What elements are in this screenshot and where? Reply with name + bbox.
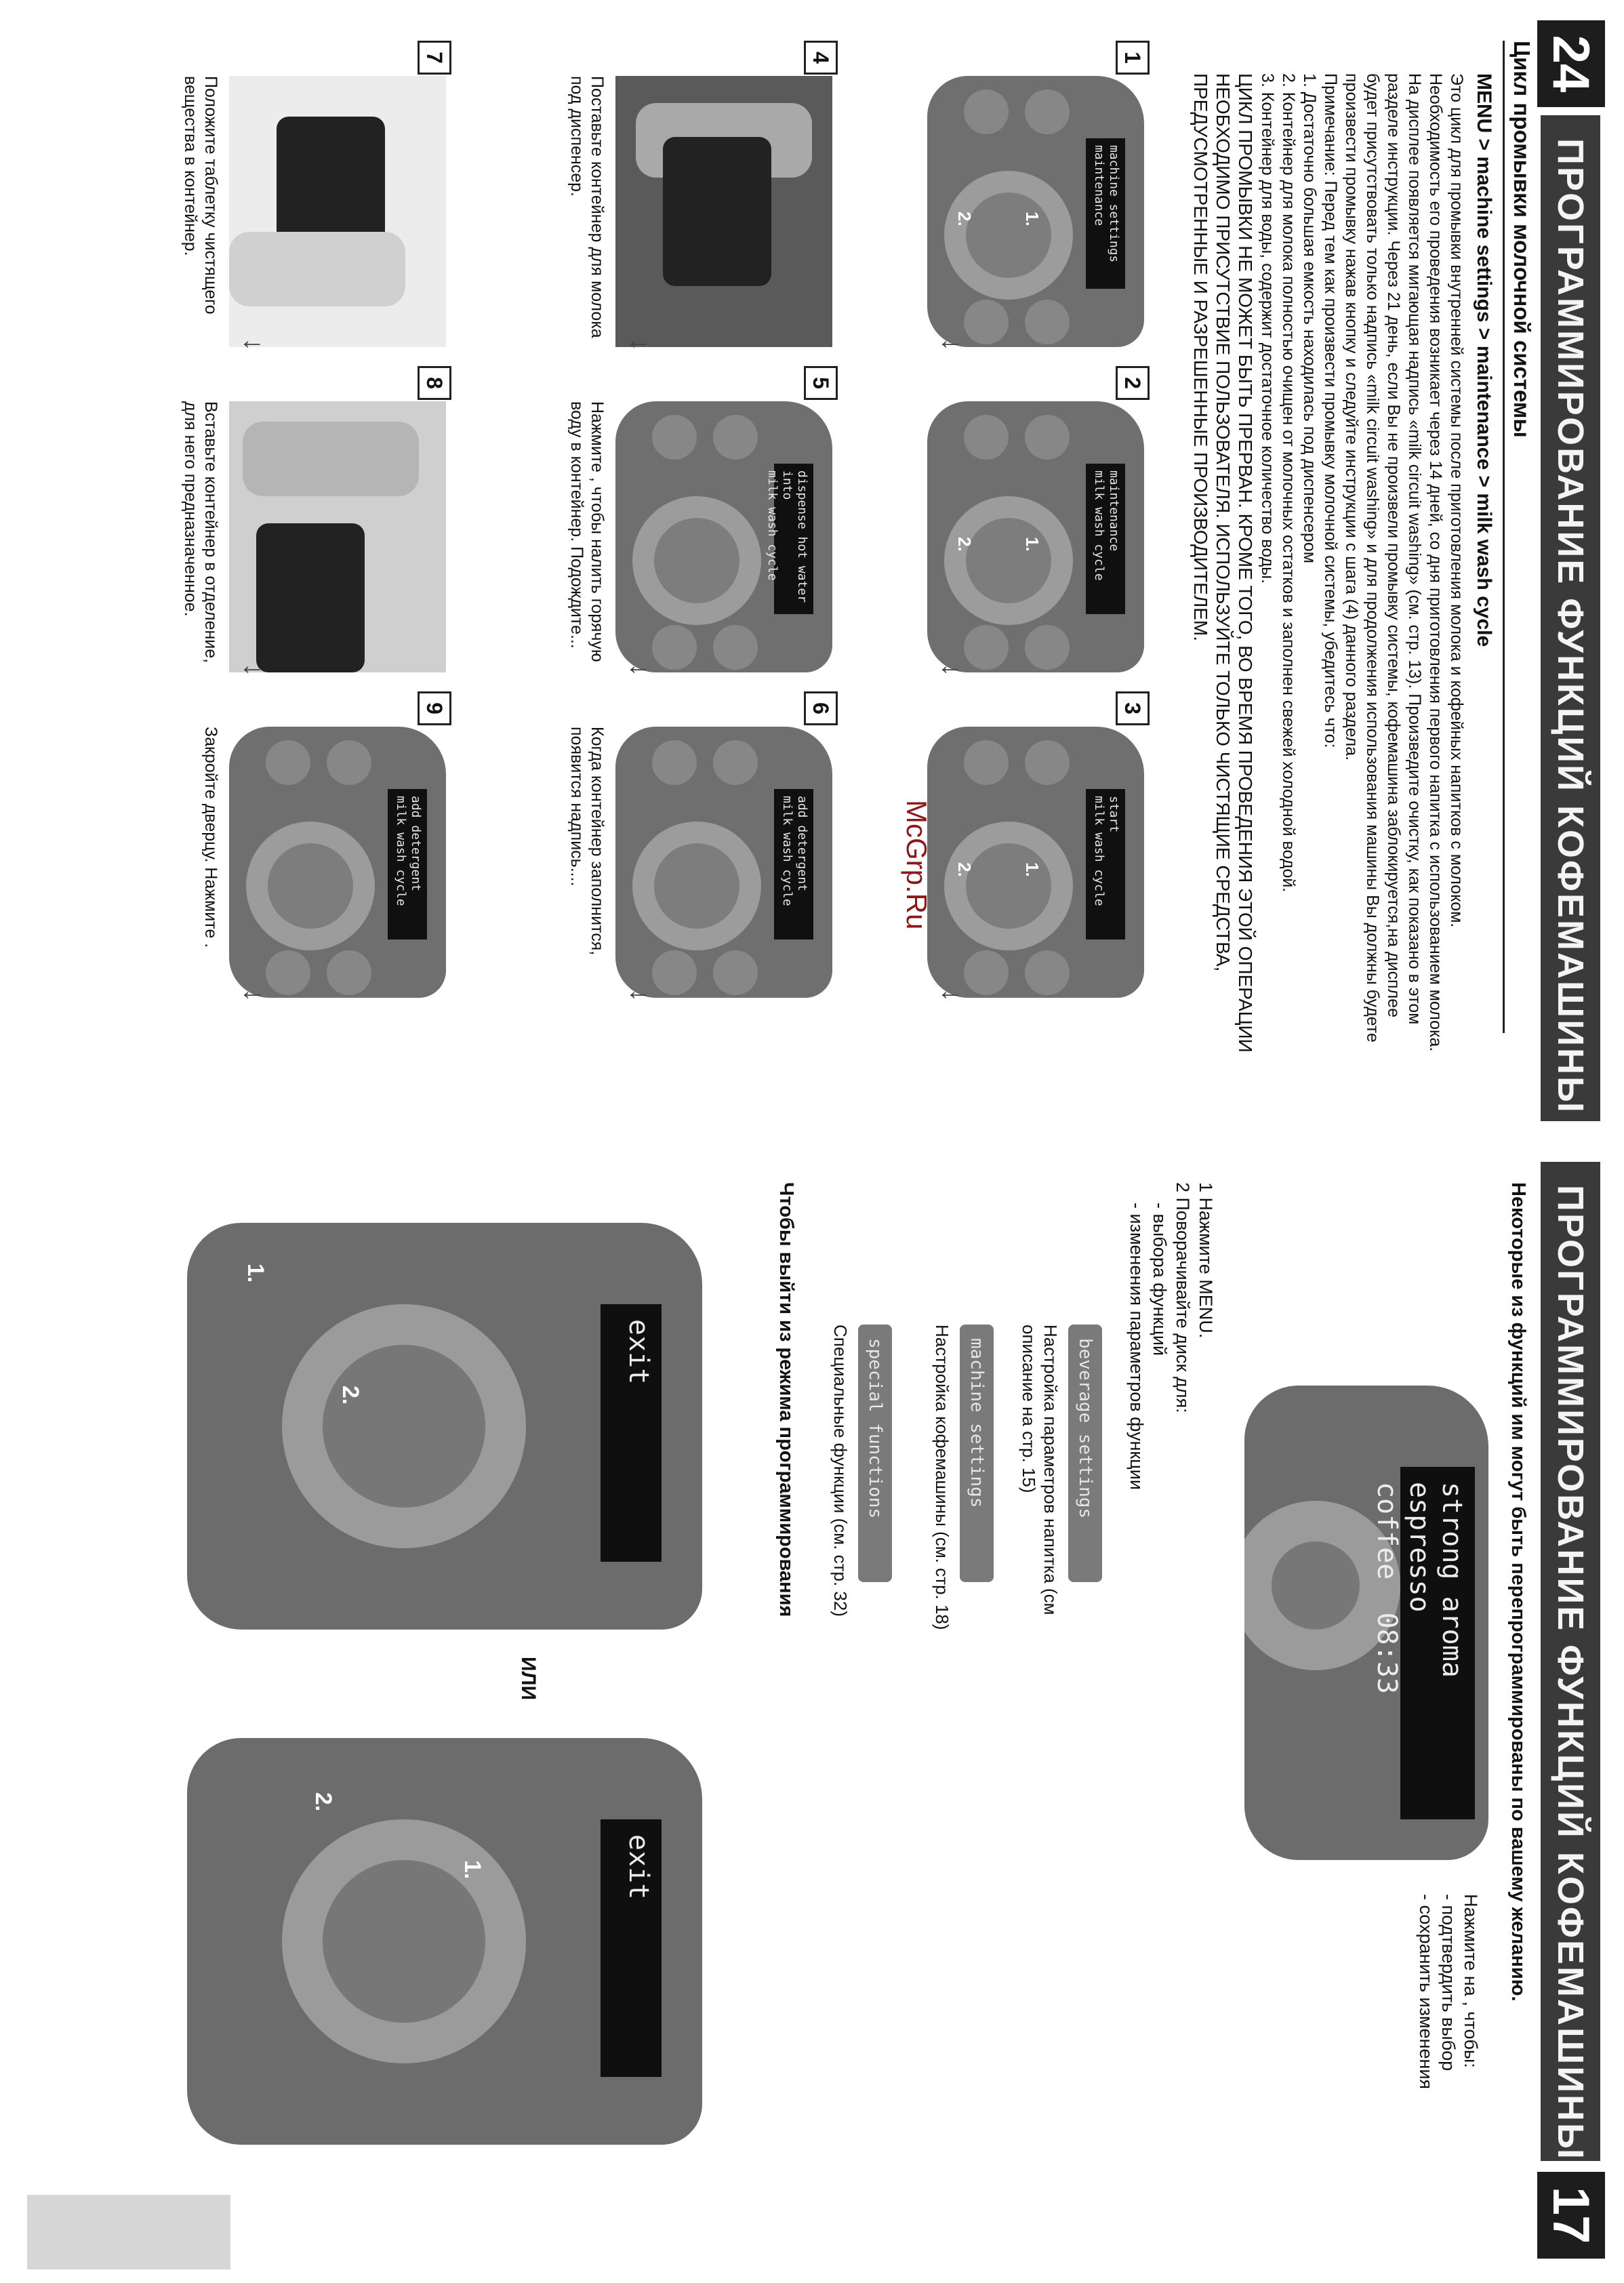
step-number: 2: [1116, 366, 1150, 400]
body-text: [1190, 73, 1467, 1053]
instructions-list: 1 Нажмите MENU. 2 Поворачивайте диск для: - выбора функций - изменения параметров функции: [1126, 1182, 1216, 1490]
hand-label: 2.: [338, 1386, 363, 1405]
display-lcd: dispense hot water into milk wash cycle: [774, 464, 813, 614]
step-8: [160, 366, 451, 685]
step-5: [546, 366, 838, 685]
arrow-down-icon: ↓: [625, 338, 655, 351]
rotary-knob: [944, 171, 1073, 300]
display-line1: strong aroma: [1436, 1482, 1467, 1678]
watermark: McGrp.Ru: [901, 800, 933, 930]
page-number: 17: [1537, 2172, 1605, 2259]
page-header: ПРОГРАММИРОВАНИЕ ФУНКЦИЙ КОФЕМАШИНЫ: [1541, 1162, 1600, 2161]
arrow-down-icon: ↓: [625, 988, 655, 1002]
step-7: [160, 41, 451, 359]
step-4: [546, 41, 838, 359]
step-caption: Положите таблетку чистящего вещества в контейнер.: [181, 76, 220, 315]
step-2: [858, 366, 1150, 685]
step-number: 4: [804, 41, 838, 75]
photo-insert-container: [229, 401, 446, 672]
display-time: 08:33: [1371, 1612, 1402, 1695]
step-caption: Закройте дверцу. Нажмите .: [201, 727, 220, 948]
arrow-down-icon: ↓: [937, 988, 967, 1002]
menu-path: MENU > machine settings > maintenance > milk wash cycle: [1473, 73, 1495, 647]
arrow-down-icon: ↓: [239, 663, 268, 676]
hand-label: 1.: [460, 1860, 485, 1880]
hand-label: 2.: [310, 1792, 336, 1812]
page-17: [0, 1142, 1624, 2283]
machine-panel: [615, 727, 832, 998]
step-caption: Нажмите , чтобы налить горячую воду в контейнер. Подождите...: [567, 401, 607, 662]
arrow-down-icon: ↓: [937, 338, 967, 351]
display-lcd: [1371, 1467, 1475, 1819]
machine-panel: [615, 401, 832, 672]
rotary-knob: [632, 496, 761, 625]
arrow-down-icon: ↓: [239, 338, 268, 351]
display-lcd: add detergent milk wash cycle: [388, 789, 427, 940]
step-number: 9: [418, 691, 451, 725]
intro-text: Некоторые из функций им могут быть перепрограммированы по вашему желанию.: [1507, 1182, 1529, 2002]
step-9: [160, 691, 451, 1010]
paragraph: 3. Контейнер для воды, содержит достаточное количество воды.: [1258, 73, 1277, 584]
machine-panel-exit-1: [187, 1223, 702, 1630]
exit-title: Чтобы выйти из режима программирования: [775, 1182, 797, 1617]
margin-strip: [27, 2195, 230, 2269]
machine-panel: [927, 727, 1144, 998]
photo-detergent-tablet: [229, 76, 446, 347]
rotary-knob: [246, 822, 375, 950]
machine-panel: [927, 401, 1144, 672]
rotary-knob: [282, 1819, 526, 2063]
step-number: 5: [804, 366, 838, 400]
paragraph: Примечание: Перед тем как произвести промывку молочной системы, убедитесь что:: [1321, 73, 1340, 748]
title-rule: [1503, 41, 1505, 1033]
arrow-down-icon: ↓: [239, 988, 268, 1002]
hand-label: 2.: [954, 537, 975, 552]
display-line2: espresso coffee: [1371, 1482, 1435, 1613]
confirm-callout: Нажмите на , чтобы: - подтвердить выбор - сохранить изменения: [1416, 1894, 1481, 2090]
step-number: 6: [804, 691, 838, 725]
arrow-down-icon: ↓: [937, 663, 967, 676]
menu-item-desc: Настройка параметров напитка (см описание на стр. 15): [1019, 1325, 1061, 1615]
paragraph: Это цикл для промывки внутренней системы после приготовления молока и кофейных напитков с молоком. Необходимость его проведения возникает через 14 дней, со дня приготовления первого напитка с использованием молока. На дисплее появляется мигающая надпись «milk circuit washing» (см. стр. 13). Произведите очистку, как показано в этом разделе инструкции. Через 21 день, если Вы не произвели промывку системы, кофемашина заблокируется,на дисплее будет присутствовать только надпись «milk circuit washing» и для продолжения использования машины Вы должны будете произвести промывку нажав кнопку и следуйте инструкции с шага (4) данного раздела.: [1342, 73, 1466, 1052]
paragraph: 1. Достаточно большая емкость находилась под диспенсером: [1300, 73, 1319, 563]
paragraph: 2. Контейнер для молока полностью очищен от молочных остатков и заполнен свежей холодной водой.: [1279, 73, 1298, 893]
display-lcd: start milk wash cycle: [1086, 789, 1125, 940]
menu-item-desc: Настройка кофемашины (см. стр. 18): [932, 1325, 952, 1630]
step-number: 1: [1116, 41, 1150, 75]
hand-label: 1.: [1022, 211, 1042, 226]
warning-text: ЦИКЛ ПРОМЫВКИ НЕ МОЖЕТ БЫТЬ ПРЕРВАН. КРОМЕ ТОГО, ВО ВРЕМЯ ПРОВЕДЕНИЯ ЭТОЙ ОПЕРАЦИИ НЕОБХОДИМО ПРИСУТСТВИЕ ПОЛЬЗОВАТЕЛЯ. ИСПОЛЬЗУЙТЕ ТОЛЬКО ЧИСТЯЩИЕ СРЕДСТВА, ПРЕДУСМОТРЕННЫЕ И РАЗРЕШЕННЫЕ ПРОИЗВОДИТЕЛЕМ.: [1190, 73, 1256, 1053]
hand-label: 2.: [954, 211, 975, 226]
step-caption: Поставьте контейнер для молока под диспенсер.: [567, 76, 607, 338]
hand-label: 1.: [1022, 862, 1042, 877]
menu-item-desc: Специальные функции (см. стр. 32): [830, 1325, 851, 1617]
rotary-knob: [282, 1304, 526, 1548]
step-caption: Когда контейнер заполнится, появится надпись....: [567, 727, 607, 956]
machine-panel-main: [1244, 1386, 1488, 1860]
display-lcd: add detergent milk wash cycle: [774, 789, 813, 940]
menu-item-beverage-settings: beverage settings: [1068, 1325, 1102, 1582]
rotary-knob: [944, 496, 1073, 625]
section-title: Цикл промывки молочной системы: [1509, 41, 1535, 438]
display-lcd: maintenance milk wash cycle: [1086, 464, 1125, 614]
or-label: ИЛИ: [517, 1657, 540, 1701]
step-caption: Вставьте контейнер в отделение, для него предназначенное.: [181, 401, 220, 664]
page-header: ПРОГРАММИРОВАНИЕ ФУНКЦИЙ КОФЕМАШИНЫ: [1541, 115, 1600, 1121]
hand-label: 2.: [954, 862, 975, 877]
display-lcd: machine settings maintenance: [1086, 138, 1125, 289]
step-number: 7: [418, 41, 451, 75]
machine-panel: [229, 727, 446, 998]
page-number: 24: [1537, 20, 1605, 107]
display-lcd: exit: [601, 1819, 662, 2077]
step-number: 3: [1116, 691, 1150, 725]
hand-label: 1.: [1022, 537, 1042, 552]
menu-item-machine-settings: machine settings: [960, 1325, 994, 1582]
step-1: [858, 41, 1150, 359]
photo-container-under-dispenser: [615, 76, 832, 347]
display-lcd: exit: [601, 1304, 662, 1562]
step-number: 8: [418, 366, 451, 400]
machine-panel-exit-2: [187, 1738, 702, 2145]
machine-panel: [927, 76, 1144, 347]
step-6: [546, 691, 838, 1010]
rotary-knob: [944, 822, 1073, 950]
menu-item-special-functions: special functions: [858, 1325, 892, 1582]
hand-label: 1.: [243, 1264, 268, 1283]
rotary-knob: [632, 822, 761, 950]
arrow-down-icon: ↓: [625, 663, 655, 676]
